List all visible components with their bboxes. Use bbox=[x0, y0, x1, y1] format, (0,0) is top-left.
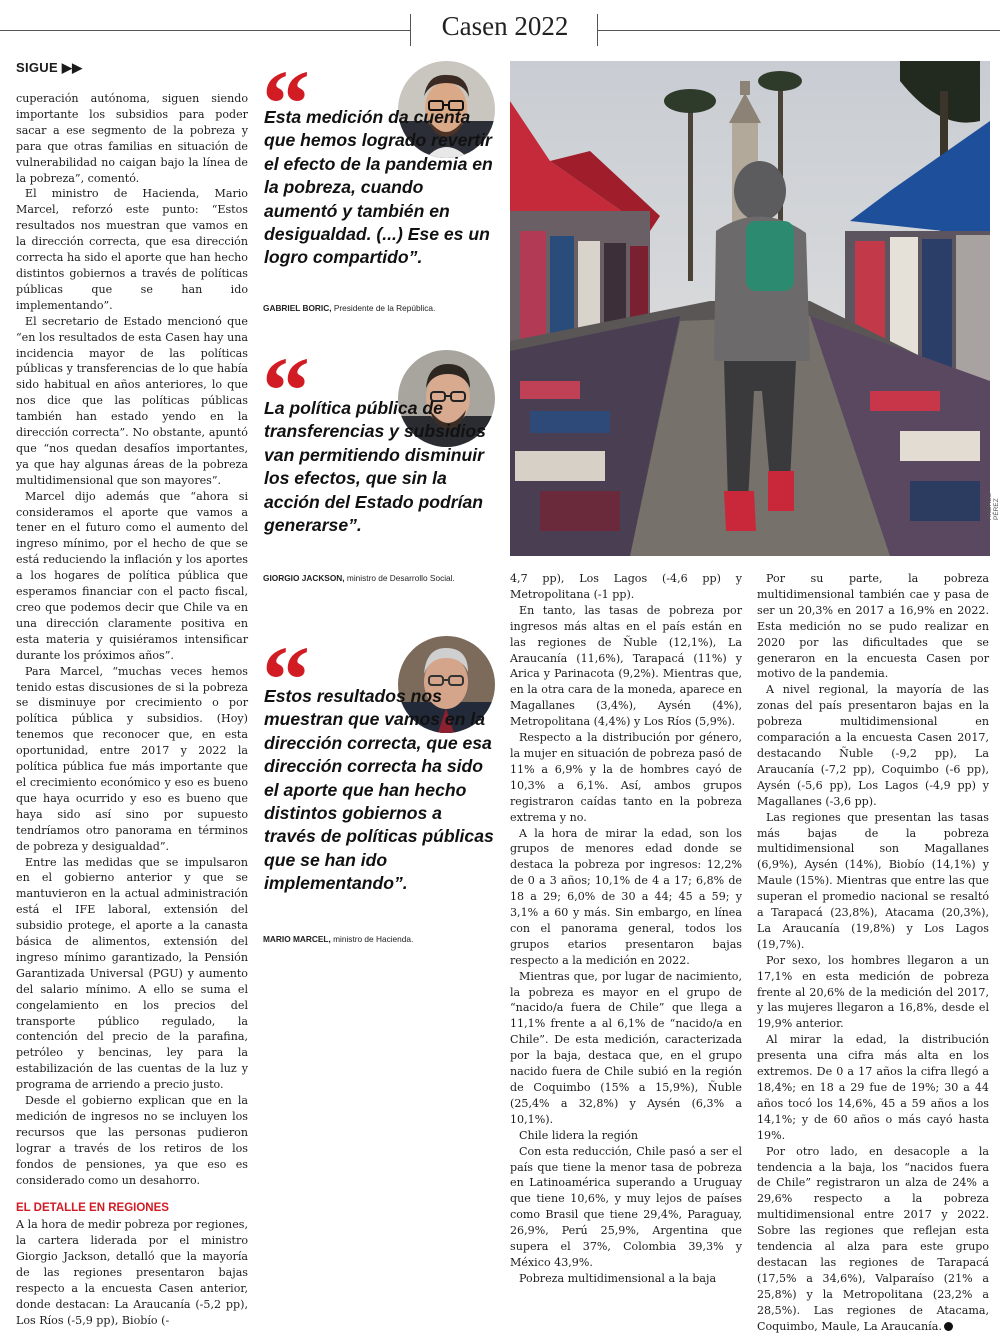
paragraph bbox=[757, 1144, 989, 1335]
speaker-role: ministro de Hacienda. bbox=[333, 934, 414, 944]
speaker-role: Presidente de la República. bbox=[333, 303, 436, 313]
intertitle: Chile lidera la región bbox=[519, 1128, 639, 1142]
paragraph: Con esta reducción, Chile pasó a ser el país que tiene la menor tasa de pobreza en Latinoamérica superando a Uruguay que tiene 10,6%, y muy lejos de países como Brasil que tiene 29,4%, Paraguay, 26,9%, Perú 25,9%, Argentina que supera el 37%, Colombia 39,3% y México 43,9%. bbox=[510, 1144, 742, 1269]
quote-attribution bbox=[263, 303, 435, 313]
pull-quote-boric: Esta medición da cuenta que hemos logrado revertir el efecto de la pandemia en la pobreza, cuando aumentó y también en desigualdad. (...) Ese es un logro compartido”. bbox=[264, 107, 493, 268]
pull-quote-marcel: Estos resultados nos muestran que vamos en la dirección correcta, que esa dirección correcta ha sido el aporte que han hecho distintos gobiernos a través de políticas públicas que se han ido implementando”. bbox=[264, 686, 494, 894]
paragraph: cuperación autónoma, siguen siendo importante los subsidios para poder sacar a ese segmento de la pobreza y para que otras familias en situación de vulnerabilidad no caigan bajo la línea de la pobreza”, comentó. bbox=[16, 92, 248, 185]
paragraph: En tanto, las tasas de pobreza por ingresos más altas en el país están en las regiones de Ñuble (12,1%), La Araucanía (11,6%), Tarapacá (11%) y Arica y Parinacota (9,2%). Mientras que, en la otra cara de la moneda, aparece en Magallanes (3,4%), Aysén (4%), Metropolitana (4,4%) y Los Ríos (5,9%). bbox=[510, 603, 742, 729]
paragraph: Desde el gobierno explican que en la medición de ingresos no se incluyen los recursos que las personas pudieron lograr a través de los retiros de los fondos de pensiones, ya que eso es considerado como un desahorro. bbox=[16, 1094, 248, 1187]
paragraph: Mientras que, por lugar de nacimiento, la pobreza es mayor en el grupo de “nacido/a fuera de Chile” que llega a 11,1% frente a al 6,1% de “nacido/a en Chile”. De esta medición, caracterizada por la baja, destaca que, en el grupo nacido fuera de Chile subió en la región de Coquimbo (15% a 15,9%), Ñuble (25,4% a 32,8%) y Aysén (6,3% a 10,1%). bbox=[510, 969, 742, 1126]
paragraph: Por su parte, la pobreza multidimensional también cae y pasa de ser un 20,3% en 2017 a 16,9% en 2022. Esta medición no se pudo realizar en 2020 por las dificultades que se generaron en la encuesta Casen por motivo de la pandemia. bbox=[757, 572, 989, 681]
intertitle: Pobreza multidimensional a la baja bbox=[519, 1271, 717, 1285]
header-rule-left bbox=[0, 30, 410, 31]
article-column-4 bbox=[757, 571, 989, 1335]
continue-label: SIGUE ▶▶ bbox=[16, 60, 83, 75]
quote-mark-icon: “ bbox=[262, 626, 310, 733]
paragraph: Por sexo, los hombres llegaron a un 17,1% en esta medición de pobreza frente al 20,6% de la medición del 2017, y las mujeres llegaron a 16,8%, desde el 19,9% anterior. bbox=[757, 953, 989, 1031]
quote-mark-icon: “ bbox=[262, 337, 310, 444]
speaker-name: GIORGIO JACKSON, bbox=[263, 573, 345, 583]
quote-attribution bbox=[263, 573, 455, 583]
paragraph: A nivel regional, la mayoría de las zonas del país presentaron bajas en la pobreza multidimensional en comparación a la encuesta Casen 2017, destacando Ñuble (-9,2 pp), La Araucanía (-7,2 pp), Coquimbo (-6 pp), Aysén (-5,6 pp), Los Lagos (-4,9 pp) y Magallanes (-3,6 pp). bbox=[757, 683, 989, 808]
header-tick-left bbox=[410, 14, 411, 46]
paragraph: A la hora de mirar la edad, son los grupos de menores edad donde se destaca la pobreza por ingresos: 12,2% de 0 a 3 años; 10,1% de 4 a 17; 6,8% de 18 a 29; 6,0% de 30 a 44; 45 a 59; y 3,1% a 60 y más. Sin embargo, en línea con el panorama general, todos los grupos etarios presentaron bajas respecto a la medición en 2022. bbox=[510, 826, 742, 967]
quote-mark-icon: “ bbox=[262, 50, 310, 157]
end-mark-icon bbox=[944, 1322, 953, 1331]
paragraph-text: Por otro lado, en desacople a la tendencia a la baja, los “nacidos fuera de Chile” registraron un alza de 24% a 29,6% respecto a la pobreza multidimensional entre 2017 y 2022. Sobre las regiones que reflejan esta tendencia al alza para este grupo destacan las regiones de Tarapacá (17,5% a 34,6%), Valparaíso (21% a 25,8%) y la Metropolitana (23,2% a 28,5%). Las regiones de Atacama, Coquimbo, Maule, La Araucanía. bbox=[757, 1144, 989, 1333]
paragraph: A la hora de medir pobreza por regiones, la cartera liderada por el ministro Giorgio Jackson, detalló que la mayoría de las regiones presentaron bajas respecto a la encuesta Casen anterior, donde destacan: La Araucanía (-5,2 pp), Los Ríos (-5,9 pp), Biobío (- bbox=[16, 1218, 248, 1327]
header-rule-right bbox=[597, 30, 1000, 31]
paragraph: Entre las medidas que se impulsaron en el gobierno anterior y que se mantuvieron en la actual administración está el IFE laboral, extensión del subsidio protege, el aporte a la canasta básica de alimentos, extensión del ingreso mínimo garantizado, la Pensión Garantizada Universal (PGU) y aumento del salario mínimo. A ello se suma el congelamiento en los precios del transporte público regulado, la contención del precio de la parafina, petróleo y bencinas, ley para la estabilización de las cuentas de la luz y programa de arriendo a precio justo. bbox=[16, 855, 248, 1092]
paragraph: El ministro de Hacienda, Mario Marcel, reforzó este punto: “Estos resultados nos muestran que vamos en la dirección correcta, que esa dirección correcta ha sido el aporte que han hecho distintos gobiernos a través de políticas públicas que se han ido implementando”. bbox=[16, 187, 248, 312]
article-column-3 bbox=[510, 571, 742, 1287]
section-subhead: EL DETALLE EN REGIONES bbox=[16, 1201, 169, 1214]
speaker-name: GABRIEL BORIC, bbox=[263, 303, 332, 313]
paragraph: Marcel dijo además que “ahora si consideramos el aporte que vamos a tener en el futuro como el aumento del ingreso mínimo, por el hecho de que se está reduciendo la inflación y los aportes a los hogares de política pública que esperamos financiar con el pacto fiscal, creo que podemos decir que Chile va en una dirección claramente positiva en esta materia y quisiéramos intensificar durante los próximos años”. bbox=[16, 489, 248, 662]
paragraph: 4,7 pp), Los Lagos (-4,6 pp) y Metropolitana (-1 pp). bbox=[510, 572, 742, 601]
pull-quote-jackson: La política pública de transferencias y subsidios van permitiendo disminuir los efectos, que sin la acción del Estado podrían generarse”. bbox=[264, 398, 486, 536]
paragraph: Respecto a la distribución por género, la mujer en situación de pobreza pasó de 11% a 6,9% y la de hombres cayó de 10,3% a 6,1%. Así, ambos grupos registraron caídas tanto en la pobreza extrema y no. bbox=[510, 731, 742, 824]
section-title: Casen 2022 bbox=[441, 11, 569, 41]
article-column-1 bbox=[16, 91, 248, 1329]
paragraph: Las regiones que presentan las tasas más bajas de la pobreza multidimensional son Magallanes (6,9%), Aysén (14%), Biobío (14,1%) y Maule (15%). Mientras que entre las que superan el promedio nacional se resaltó a Tarapacá (23,8%), Atacama (20,3%), La Araucanía (19,8%) y Los Lagos (19,7%). bbox=[757, 810, 989, 951]
market-photo bbox=[510, 61, 990, 556]
paragraph: El secretario de Estado mencionó que “en los resultados de esta Casen hay una incidencia mayor de las políticas públicas y transferencias de lo que había sido habitual en años anteriores, lo que nos dice que las políticas públicas también han estado yendo en la dirección correcta”. No obstante, apuntó que “nos quedan desafíos importantes, ya que hay algunas áreas de la pobreza multidimensional que son mayores”. bbox=[16, 314, 248, 487]
photo-credit: ANDRES PÉREZ bbox=[986, 492, 1000, 520]
speaker-role: ministro de Desarrollo Social. bbox=[346, 573, 455, 583]
paragraph: Para Marcel, “muchas veces hemos tenido estas discusiones de si la pobreza se disminuye por crecimiento o por política pública y subsidios. (Hoy) tenemos que reconocer que, en esta oportunidad, entre 2017 y 2022 la política pública fue más importante que el crecimiento económico y eso es bueno que haya ocurrido y eso es bueno que haya sido así sino por supuesto tendríamos otro panorama en términos de pobreza y desigualdad”. bbox=[16, 664, 248, 853]
speaker-name: MARIO MARCEL, bbox=[263, 934, 331, 944]
quote-attribution bbox=[263, 934, 413, 944]
paragraph: Al mirar la edad, la distribución presenta una cifra más alta en los extremos. De 0 a 17 años la cifra llegó a 18,4%; en 18 a 29 fue de 19%; 30 a 44 años tocó los 14,6%, 45 a 59 años a los 14,1%; y de 60 años o más cayó hasta 19%. bbox=[757, 1033, 989, 1142]
